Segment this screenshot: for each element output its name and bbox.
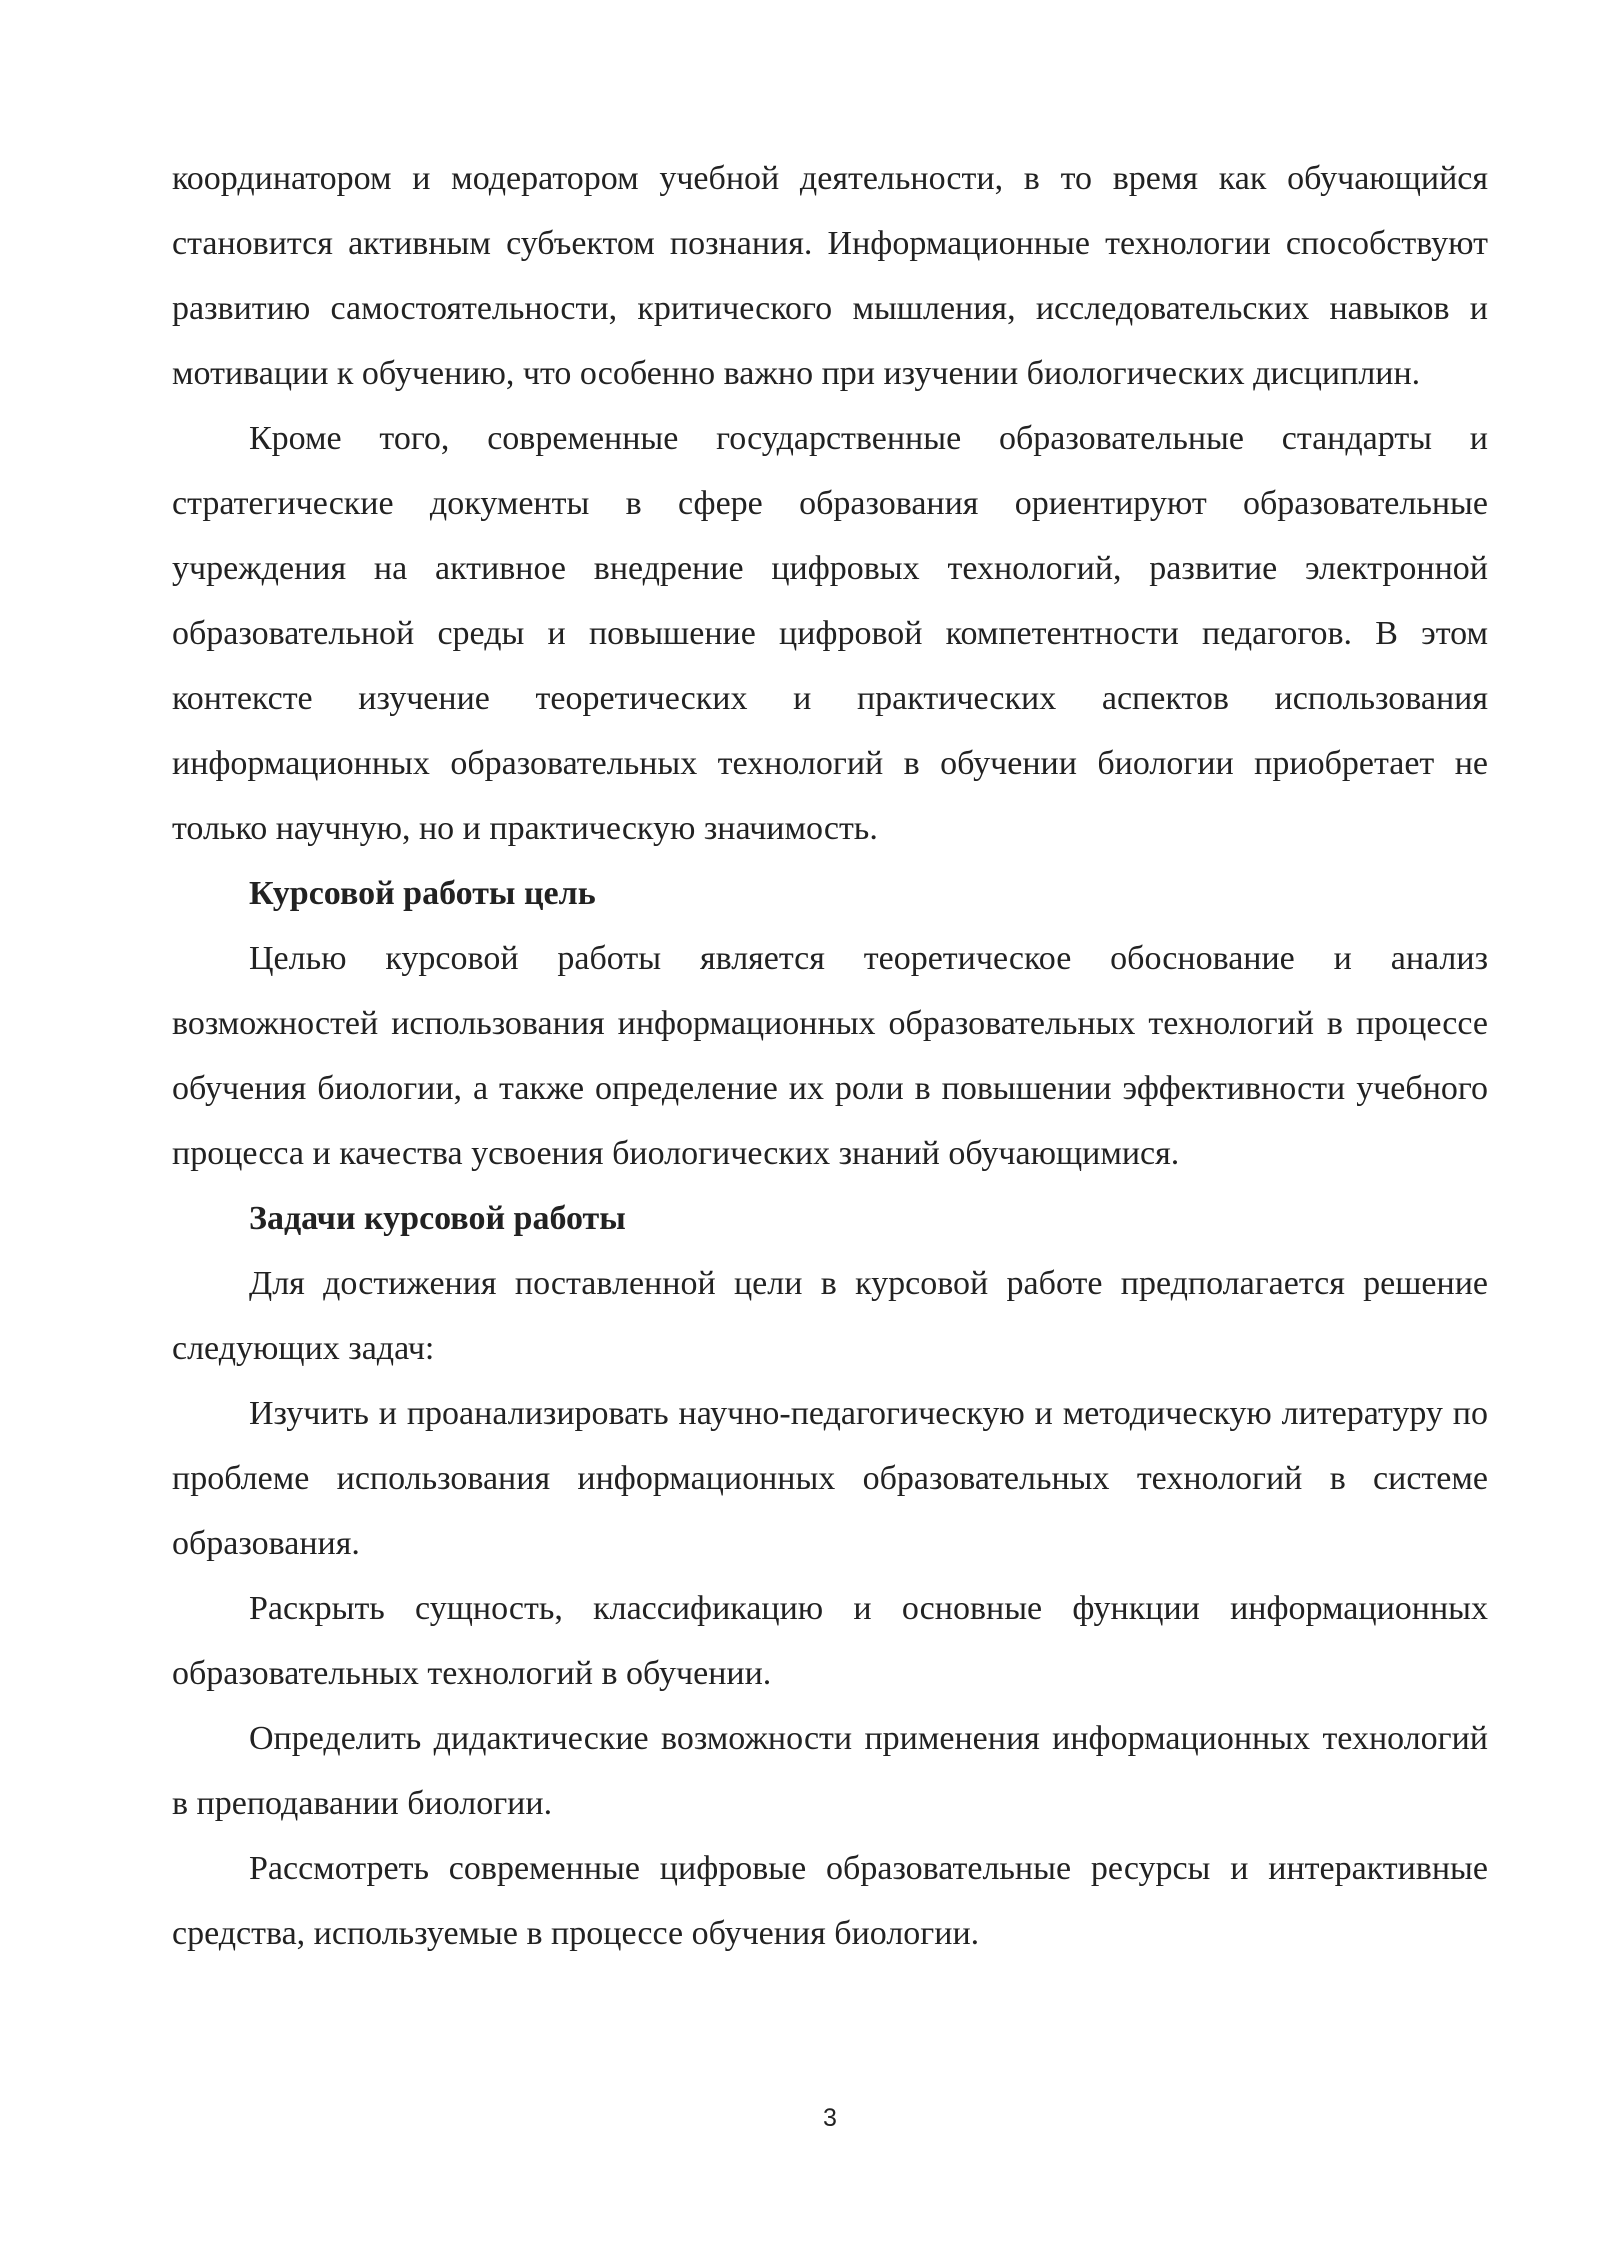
task-item-1: Изучить и проанализировать научно-педагогическую и методическую литературу по проблеме использования информационных образовательных технологий в системе образования. xyxy=(172,1395,1488,1562)
paragraph-goal: Целью курсовой работы является теоретическое обоснование и анализ возможностей использования информационных образовательных технологий в процессе обучения биологии, а также определение их роли в повышении эффективности учебного процесса и качества усвоения биологических знаний обучающимися. xyxy=(172,940,1488,1172)
page-number: 3 xyxy=(823,2104,837,2132)
task-item-3: Определить дидактические возможности применения информационных технологий в преподавании биологии. xyxy=(172,1720,1488,1822)
heading-goal: Курсовой работы цель xyxy=(249,875,596,912)
paragraph-tasks-intro: Для достижения поставленной цели в курсовой работе предполагается решение следующих задач: xyxy=(172,1265,1488,1367)
page-body xyxy=(172,146,1488,1966)
task-item-2: Раскрыть сущность, классификацию и основные функции информационных образовательных технологий в обучении. xyxy=(172,1590,1488,1692)
heading-tasks: Задачи курсовой работы xyxy=(249,1200,626,1237)
task-item-4: Рассмотреть современные цифровые образовательные ресурсы и интерактивные средства, используемые в процессе обучения биологии. xyxy=(172,1850,1488,1952)
paragraph-continuation: координатором и модератором учебной деятельности, в то время как обучающийся становится активным субъектом познания. Информационные технологии способствуют развитию самостоятельности, критического мышления, исследовательских навыков и мотивации к обучению, что особенно важно при изучении биологических дисциплин. xyxy=(172,160,1488,392)
paragraph-relevance: Кроме того, современные государственные образовательные стандарты и стратегические документы в сфере образования ориентируют образовательные учреждения на активное внедрение цифровых технологий, развитие электронной образовательной среды и повышение цифровой компетентности педагогов. В этом контексте изучение теоретических и практических аспектов использования информационных образовательных технологий в обучении биологии приобретает не только научную, но и практическую значимость. xyxy=(172,420,1488,847)
